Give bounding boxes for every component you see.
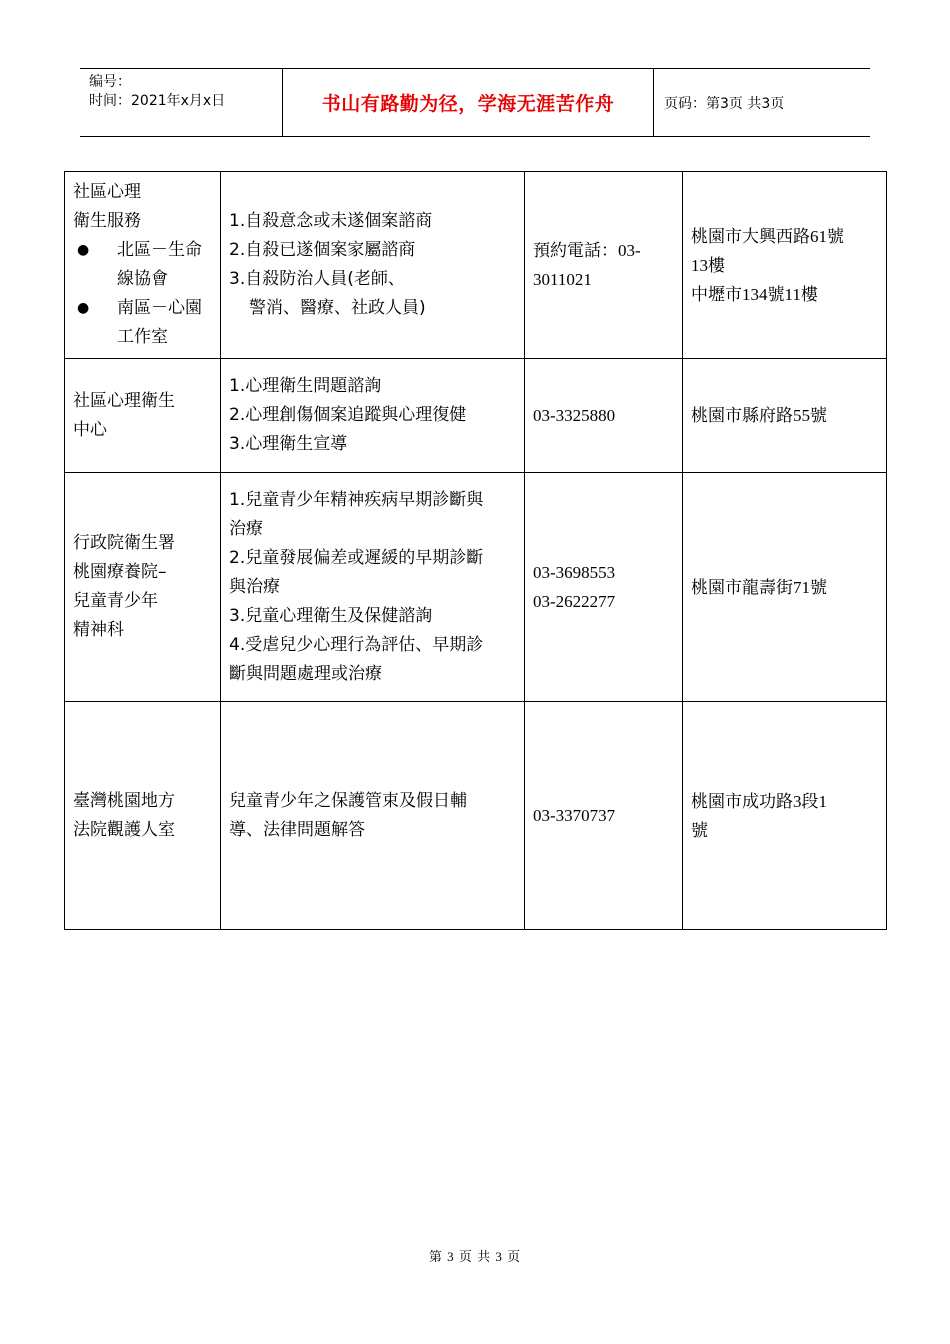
address-line: 桃園市龍壽街71號 bbox=[691, 577, 827, 597]
service-line: 2.自殺已遂個案家屬諮商 bbox=[229, 240, 416, 260]
bullet-dot-icon: ● bbox=[77, 242, 90, 258]
org-title-line: 社區心理 bbox=[73, 182, 141, 202]
header-motto: 书山有路勤为径，学海无涯苦作舟 bbox=[282, 69, 654, 136]
org-cell bbox=[65, 359, 221, 473]
org-cell bbox=[65, 172, 221, 359]
phone-cell bbox=[525, 702, 683, 930]
service-line: 3.心理衛生宣導 bbox=[229, 434, 348, 454]
service-line: 1.心理衛生問題諮詢 bbox=[229, 376, 382, 396]
address-cell bbox=[683, 172, 887, 359]
table-row bbox=[65, 702, 887, 930]
phone-line: 03-3370737 bbox=[533, 806, 616, 825]
phone-cell bbox=[525, 172, 683, 359]
table-row bbox=[65, 359, 887, 473]
address-line: 桃園市大興西路61號 bbox=[691, 226, 844, 246]
service-line: 3.自殺防治人員(老師、 bbox=[229, 269, 405, 289]
service-line: 治療 bbox=[229, 518, 263, 539]
phone-line: 3011021 bbox=[533, 270, 592, 289]
bullet-line: 南區－心園 bbox=[117, 298, 202, 318]
service-line: 1.兒童青少年精神疾病早期診斷與 bbox=[229, 489, 484, 510]
phone-line: 03-2622277 bbox=[533, 592, 616, 611]
org-bullet-item bbox=[73, 236, 212, 294]
service-line: 導、法律問題解答 bbox=[229, 819, 365, 840]
address-cell bbox=[683, 359, 887, 473]
address-cell bbox=[683, 702, 887, 930]
header-meta bbox=[80, 69, 282, 136]
org-line: 法院觀護人室 bbox=[73, 819, 175, 840]
org-cell bbox=[65, 702, 221, 930]
phone-cell bbox=[525, 359, 683, 473]
phone-line: 預約電話：03- bbox=[533, 241, 641, 260]
services-cell bbox=[221, 172, 525, 359]
bullet-line: 北區－生命 bbox=[117, 240, 202, 260]
service-line: 3.兒童心理衛生及保健諮詢 bbox=[229, 605, 433, 626]
org-line: 行政院衛生署 bbox=[73, 533, 175, 553]
org-line: 桃園療養院– bbox=[73, 562, 167, 582]
org-line: 社區心理衛生 bbox=[73, 390, 175, 411]
address-line: 13樓 bbox=[691, 255, 725, 275]
org-cell bbox=[65, 473, 221, 702]
service-line: 斷與問題處理或治療 bbox=[229, 663, 382, 684]
org-line: 臺灣桃園地方 bbox=[73, 790, 175, 811]
org-line: 精神科 bbox=[73, 620, 124, 640]
bullet-line: 線協會 bbox=[117, 269, 168, 289]
service-line: 兒童青少年之保護管束及假日輔 bbox=[229, 790, 467, 811]
address-cell bbox=[683, 473, 887, 702]
header-page-info: 页码：第3页 共3页 bbox=[664, 95, 785, 112]
org-bullet-item bbox=[73, 294, 212, 352]
services-cell bbox=[221, 359, 525, 473]
service-line: 2.心理創傷個案追蹤與心理復健 bbox=[229, 405, 467, 425]
service-line: 與治療 bbox=[229, 576, 280, 597]
contact-table bbox=[64, 171, 887, 930]
bullet-line: 工作室 bbox=[117, 327, 168, 347]
table-row bbox=[65, 172, 887, 359]
phone-cell bbox=[525, 473, 683, 702]
phone-line: 03-3698553 bbox=[533, 563, 616, 582]
address-line: 桃園市成功路3段1 bbox=[691, 791, 827, 811]
service-line: 1.自殺意念或未遂個案諮商 bbox=[229, 211, 433, 231]
phone-line: 03-3325880 bbox=[533, 406, 616, 425]
table-row bbox=[65, 473, 887, 702]
page-footer: 第 3 页 共 3 页 bbox=[428, 1249, 522, 1264]
org-line: 兒童青少年 bbox=[73, 591, 158, 611]
org-line: 中心 bbox=[73, 419, 107, 440]
address-line: 中壢市134號11樓 bbox=[691, 284, 818, 304]
date-line: 时间：2021年x月x日 bbox=[89, 93, 226, 109]
address-line: 桃園市縣府路55號 bbox=[691, 406, 827, 425]
service-line: 警消、醫療、社政人員) bbox=[249, 298, 426, 318]
bullet-dot-icon: ● bbox=[77, 300, 90, 316]
code-label: 编号： bbox=[89, 74, 131, 90]
org-title-line: 衛生服務 bbox=[73, 211, 141, 231]
services-cell bbox=[221, 473, 525, 702]
services-cell bbox=[221, 702, 525, 930]
address-line: 號 bbox=[691, 820, 708, 840]
service-line: 4.受虐兒少心理行為評估、早期診 bbox=[229, 634, 484, 655]
page-header bbox=[80, 68, 870, 137]
service-line: 2.兒童發展偏差或遲緩的早期診斷 bbox=[229, 547, 484, 568]
